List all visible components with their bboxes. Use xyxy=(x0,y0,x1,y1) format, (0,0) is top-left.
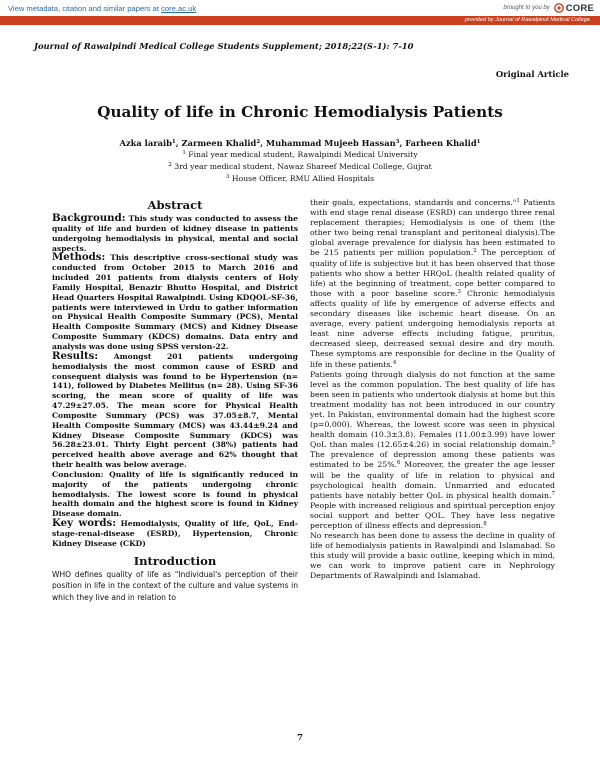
affiliation xyxy=(0,150,600,159)
author-name: Azka laraib xyxy=(119,138,172,148)
brought-by-text: brought to you by xyxy=(503,5,550,11)
abstract-methods xyxy=(52,253,298,351)
body-paragraph: No research has been done to assess the decline in quality of life of hemodialysis patients in Rawalpindi and Islamabad. So this study will provide a basic outline, keeping which in mind, we can work to improve patient care in Nephrology Departments of Rawalpindi and Islamabad. xyxy=(310,531,555,581)
abstract-conclusion xyxy=(52,470,298,519)
citation-mark: 3 xyxy=(457,288,461,295)
author-affil-mark: 2 xyxy=(256,138,261,145)
author-affil-mark: 3 xyxy=(395,138,400,145)
citation-mark: 8 xyxy=(483,520,487,527)
abstract-heading: Abstract xyxy=(147,198,203,212)
core-link-site: core.ac.uk xyxy=(161,3,197,13)
core-logo-icon xyxy=(554,3,564,13)
citation-mark: 1 xyxy=(516,197,520,204)
conclusion-label: Conclusion: xyxy=(52,469,104,479)
article-type: Original Article xyxy=(495,69,569,79)
body-text: People with increased religious and spiritual perception enjoy social support and better QOL. They have less negative perception of illness effects and depression. xyxy=(310,500,555,530)
author-affil-mark: 1 xyxy=(476,138,481,145)
citation-mark: 4 xyxy=(392,359,397,366)
keywords-text: Hemodialysis, Quality of life, QoL, End-stage-renal-disease (ESRD), Hypertension, Chronic Kidney Disease (CKD) xyxy=(52,519,298,548)
author-name: Muhammad Mujeeb Hassan xyxy=(265,138,396,148)
results-label: Results: xyxy=(52,349,99,362)
affiliation-mark: 2 xyxy=(168,161,172,168)
core-metadata-link[interactable] xyxy=(8,4,196,13)
author-separator: , xyxy=(399,138,406,148)
right-column xyxy=(310,198,555,582)
citation-mark: 2 xyxy=(473,248,477,255)
affiliation xyxy=(0,174,600,183)
core-banner xyxy=(0,0,600,16)
affiliation-mark: 1 xyxy=(182,149,186,156)
author-list xyxy=(0,138,600,148)
core-branding[interactable] xyxy=(503,3,594,14)
affiliation-text: Final year medical student, Rawalpindi Medical University xyxy=(185,150,418,159)
abstract-background xyxy=(52,214,298,253)
journal-citation: Journal of Rawalpindi Medical College Students Supplement; 2018;22(S-1): 7-10 xyxy=(34,41,414,51)
body-text: their goals, expectations, standards and concerns." xyxy=(310,198,517,207)
left-column xyxy=(52,198,298,603)
body-text: Patients going through dialysis do not function at the same level as the common population. The best quality of life has been seen in patients who undertook dialysis at home but this treatment modality has not been introduced in our country yet. In Pakistan, environmental domain had the highest score (p=0.000). Whereas, the lowest score was seen in physical health domain (10.3±3.8). Females (11.00±3.99) have lower QoL than males (12.65±4.26) in social relationship domain. xyxy=(310,369,555,450)
body-text: Chronic hemodialysis affects quality of life by emergence of adverse effects and secondary diseases like ischemic heart disease. On an average, every patient undergoing hemodialysis reports at least nine adverse effects including fatigue, pruritus, decreased sleep, decreased sexual desire and dry mouth. These symptoms are responsible for decline in the Quality of life in these patients. xyxy=(310,288,555,369)
page-number: 7 xyxy=(297,733,303,743)
abstract-keywords xyxy=(52,519,298,549)
conclusion-text: Quality of life is significantly reduced in majority of the patients undergoing chronic hemodialysis. The lowest score is found in physical health domain and the highest score is found in Kidney Disease domain. xyxy=(52,469,298,519)
affiliation-text: 3rd year medical student, Nawaz Shareef Medical College, Gujrat xyxy=(171,162,432,171)
author-separator: , xyxy=(175,138,182,148)
citation-mark: 6 xyxy=(397,460,401,467)
background-label: Background: xyxy=(52,212,126,224)
body-text: Moreover, the greater the age lesser will be the quality of life in relation to physical and psychological health domain. Unmarried and educated patients have notably better QoL in physical health domain. xyxy=(310,460,555,500)
author-affil-mark: 1 xyxy=(171,138,176,145)
body-text: The perception of quality of life is subjective but it has been observed that those patients who show a better HRQoL (health related quality of life) at the beginning of treatment, cope better compared to those with a poor baseline score. xyxy=(310,248,555,298)
provider-bar xyxy=(0,16,600,25)
body-text: The prevalence of depression among these patients was estimated to be 25%. xyxy=(310,450,555,470)
affiliation-mark: 3 xyxy=(225,173,230,180)
core-logo[interactable] xyxy=(554,3,594,14)
abstract-results xyxy=(52,349,298,470)
author-separator: , xyxy=(260,138,266,148)
affiliation xyxy=(0,162,600,171)
provider-text: provided by Journal of Rawalpindi Medical College xyxy=(464,17,590,23)
author-name: Farheen Khalid xyxy=(405,138,477,148)
body-paragraph xyxy=(310,370,555,532)
keywords-label: Key words: xyxy=(52,517,117,530)
introduction-heading: Introduction xyxy=(133,553,217,568)
affiliation-text: House Officer, RMU Allied Hospitals xyxy=(229,174,375,183)
citation-mark: 5 xyxy=(551,440,555,447)
core-link-prefix: View metadata, citation and similar papers at xyxy=(8,3,162,13)
paper-title: Quality of life in Chronic Hemodialysis Patients xyxy=(97,103,503,121)
core-wordmark: CORE xyxy=(565,2,594,14)
background-text: This study was conducted to assess the quality of life and burden of kidney disease in patients undergoing hemodialysis in physical, mental and social aspects. xyxy=(52,214,298,253)
body-paragraph xyxy=(310,198,555,370)
methods-label: Methods: xyxy=(52,251,106,264)
results-text: Amongst 201 patients undergoing hemodialysis the most common cause of ESRD and consequent dialysis was found to be Hypertension (n= 141), followed by Diabetes Mellitus (n= 28). Using SF-36 scoring, the mean score of quality of life was 47.29±27.05. The mean score for Physical Health Composite Summary (PCS) was 37.05±8.7, Mental Health Composite Summary (MCS) was 43.44±9.24 and Kidney Disease Composite Summary (KDCS) was 56.28±23.01. Thirty Eight percent (38%) patients had perceived health above average and 62% thought that their health was below average. xyxy=(52,351,298,470)
citation-mark: 7 xyxy=(551,490,555,497)
body-text: Patients with end stage renal disease (ESRD) can undergo three renal replacement therapies; Hemodialysis is one of them (the other two being renal transplant and peritoneal dialysis).The global average prevalence for dialysis has been estimated to be 215 patients per million population. xyxy=(310,198,555,258)
methods-text: This descriptive cross-sectional study was conducted from October 2015 to March 2016 and included 201 patients from dialysis centers of Holy Family Hospital, Benazir Bhutto Hospital, and District Head Quarters Hospital Rawalpindi. Using KDQOL-SF-36, patients were interviewed in Urdu to gather information on Physical Health Composite Summary (PCS), Mental Health Composite Summary (MCS) and Kidney Disease Composite Summary (KDCS) domains. Data entry and analysis was done using SPSS version-22. xyxy=(52,253,298,351)
author-name: Zarmeen Khalid xyxy=(181,138,257,148)
introduction-paragraph: WHO defines quality of life as "Individual's perception of their position in life in the context of the culture and value systems in which they live and in relation to xyxy=(52,569,298,602)
